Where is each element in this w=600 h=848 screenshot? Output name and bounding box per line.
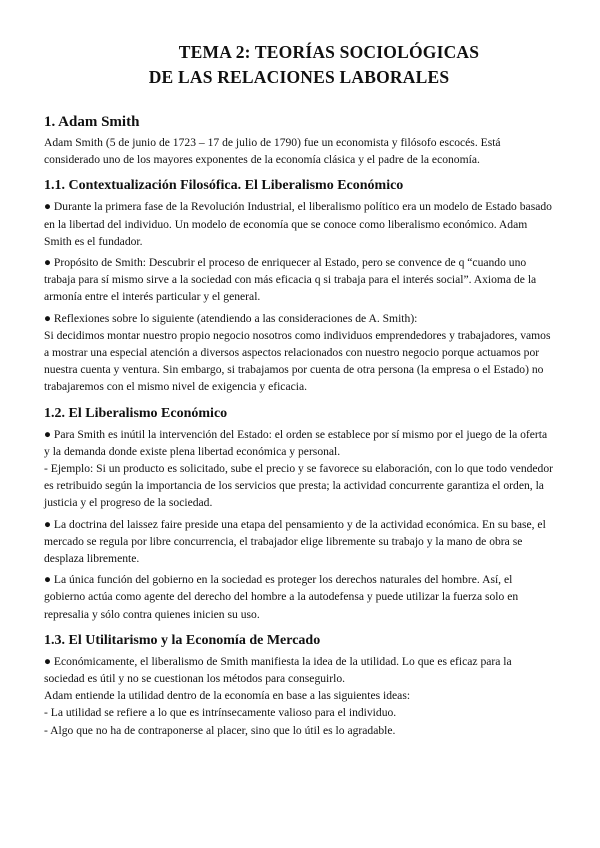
section-1-3-paragraph-2: Adam entiende la utilidad dentro de la economía en base a las siguientes ideas: [44,689,411,703]
section-1-3-heading: 1.3. El Utilitarismo y la Economía de Mercado [44,632,321,648]
section-1-heading: 1. Adam Smith [44,114,140,130]
section-1-1-heading: 1.1. Contextualización Filosófica. El Liberalismo Económico [44,178,404,194]
section-1-2-paragraph-2: - Ejemplo: Si un producto es solicitado, sube el precio y se favorece su elaboración, con lo que todo vendedor es retribuido según la importancia de los servicios que presta; la actividad concurrente garantiza el orden, la justicia y el progreso de la sociedad. [44,462,554,510]
section-1-1-paragraph-3b: Si decidimos montar nuestro propio negocio nosotros como individuos emprendedores y trabajadores, vamos a mostrar una especial atención a diversos aspectos relacionados con nuestro negocio porque actuamos por nuestra cuenta y ventura. Sin embargo, si trabajamos por cuenta de otra persona (la empresa o el Estado) no trabajaremos con el mismo nivel de exigencia y eficacia. [44,328,551,394]
section-1-intro: Adam Smith (5 de junio de 1723 – 17 de julio de 1790) fue un economista y filósofo escocés. Está considerado uno de los mayores exponentes de la economía clásica y el padre de la economía. [44,136,501,167]
section-1-3-paragraph-4: - Algo que no ha de contraponerse al placer, sino que lo útil es lo agradable. [44,723,396,737]
section-1-2-paragraph-1: ● Para Smith es inútil la intervención del Estado: el orden se establece por sí mismo por el juego de la oferta y la demanda donde existe plena libertad económica y personal. [44,427,548,458]
section-1-1-paragraph-2: ● Propósito de Smith: Descubrir el proceso de enriquecer al Estado, pero se convence de q “cuando uno trabaja para sí mismo sirve a la sociedad con más eficacia q si trabaja para el interés social”. Axioma de la armonía entre el interés particular y el general. [44,256,537,304]
section-1-2-paragraph-3: ● La doctrina del laissez faire preside una etapa del pensamiento y de la actividad económica. En su base, el mercado se regula por libre concurrencia, el trabajador elige libremente su trabajo y la mano de obra se desplaza libremente. [44,517,546,566]
title-line-1: TEMA 2: TEORÍAS SOCIOLÓGICAS [178,42,480,62]
section-1-1-paragraph-3a: ● Reflexiones sobre lo siguiente (atendiendo a las consideraciones de A. Smith): [44,311,418,325]
section-1-3-paragraph-1: ● Económicamente, el liberalismo de Smith manifiesta la idea de la utilidad. Lo que es eficaz para la sociedad es útil y no se cuestionan los métodos para conseguirlo. [44,654,512,686]
document-title [44,40,554,90]
section-1-1-paragraph-1: ● Durante la primera fase de la Revolución Industrial, el liberalismo político era un modelo de Estado basado en la libertad del individuo. Un modelo de economía que se conoce como liberalismo económico. Adam Smith es el fundador. [44,200,552,248]
section-1-3-paragraph-3: - La utilidad se refiere a lo que es intrínsecamente valioso para el individuo. [44,706,397,720]
title-line-2: DE LAS RELACIONES LABORALES [148,67,450,87]
section-1-2-paragraph-4: ● La única función del gobierno en la sociedad es proteger los derechos naturales del hombre. Así, el gobierno actúa como agente del derecho del hombre a la autodefensa y puede utilizar la fuerza solo en represalia y sólo contra quienes inicien su uso. [44,573,519,621]
section-1-2-heading: 1.2. El Liberalismo Económico [44,405,228,421]
